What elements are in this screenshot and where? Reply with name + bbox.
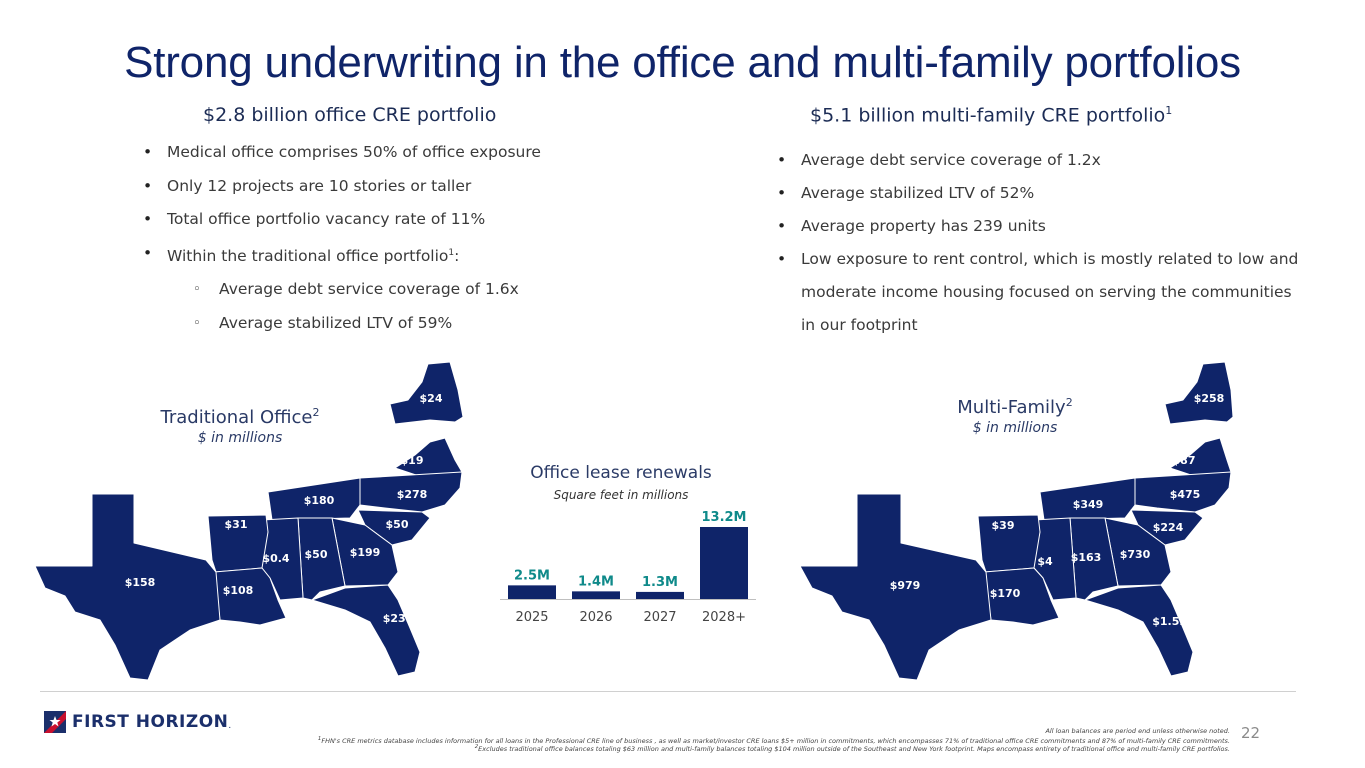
office-sub-bullet: ◦ Average stabilized LTV of 59% — [143, 307, 541, 341]
footnote-marker: 2 — [312, 406, 320, 419]
office-map-subtitle: $ in millions — [197, 430, 283, 446]
office-bullets — [143, 136, 541, 340]
state-value-ny: $24 — [419, 392, 443, 405]
bar-2026 — [572, 591, 620, 599]
office-bullet: • Total office portfolio vacancy rate of 11% — [143, 203, 541, 237]
office-bullet: • Medical office comprises 50% of office exposure — [143, 136, 541, 170]
logo-registered-mark: . — [228, 719, 232, 731]
office-map-title-text: Traditional Office — [160, 407, 313, 428]
page-number: 22 — [1241, 724, 1261, 742]
bar-value-label: 1.3M — [642, 574, 678, 590]
state-value-ga: $199 — [349, 546, 381, 559]
bar-value-label: 13.2M — [701, 510, 747, 525]
office-map — [30, 360, 470, 685]
bar-value-label: 1.4M — [578, 574, 614, 590]
multifamily-map-title-text: Multi-Family — [957, 397, 1066, 418]
state-fl — [1085, 585, 1193, 676]
bar-2027 — [636, 592, 684, 599]
state-value-ar: $31 — [224, 518, 248, 531]
footer-divider — [40, 691, 1296, 692]
multifamily-bullet-line: in our footprint — [801, 316, 918, 334]
state-value-tx: $158 — [124, 576, 156, 589]
state-value-va: $19 — [400, 454, 424, 467]
x-tick-label: 2025 — [515, 610, 549, 625]
state-value-la: $108 — [222, 584, 254, 597]
chart-title: Office lease renewals — [530, 463, 712, 483]
multifamily-bullet: • Average debt service coverage of 1.2x — [777, 144, 1298, 177]
footnote-marker: 1 — [317, 736, 322, 742]
state-value-tn: $349 — [1072, 498, 1104, 511]
footnote-balances: All loan balances are period end unless otherwise noted. — [1045, 727, 1230, 735]
chart-subtitle: Square feet in millions — [553, 488, 689, 502]
multifamily-bullet-line: moderate income housing focused on serving the communities — [801, 283, 1292, 301]
bar-2028+ — [700, 527, 748, 599]
lease-renewals-chart — [490, 495, 760, 635]
office-heading: $2.8 billion office CRE portfolio — [203, 104, 497, 126]
company-logo — [44, 711, 231, 733]
footnote-marker: 2 — [474, 744, 479, 750]
state-value-ny: $258 — [1193, 392, 1225, 405]
bar-2025 — [508, 585, 556, 599]
state-value-fl: $1.5B — [1152, 615, 1188, 628]
footnote-1-text: FHN's CRE metrics database includes information for all loans in the Professional CRE line of business , as well as market/investor CRE loans $5+ million in commitments, which encompasses 71% of traditional office CRE commitments and 87% of multi-family CRE commitments. — [321, 737, 1230, 746]
bar-value-label: 2.5M — [514, 568, 550, 584]
footnote-2 — [475, 743, 1230, 754]
office-bullet: • Only 12 projects are 10 stories or taller — [143, 170, 541, 204]
multifamily-heading-text: $5.1 billion multi-family CRE portfolio — [810, 104, 1166, 127]
office-bullet — [143, 237, 541, 274]
state-value-ms: $4 — [1037, 555, 1053, 568]
state-value-nc: $278 — [396, 488, 428, 501]
office-sub-bullet: ◦ Average debt service coverage of 1.6x — [143, 273, 541, 307]
footnote-marker: 2 — [1065, 396, 1073, 409]
state-value-sc: $50 — [385, 518, 409, 531]
multifamily-bullet: • Average stabilized LTV of 52% — [777, 177, 1298, 210]
footnote-marker: 1 — [1165, 104, 1173, 117]
state-value-ga: $730 — [1119, 548, 1151, 561]
page-title: Strong underwriting in the office and multi-family portfolios — [124, 38, 1241, 87]
state-value-sc: $224 — [1152, 521, 1184, 534]
office-bullet-suffix: : — [454, 246, 460, 265]
state-value-fl: $231 — [382, 612, 414, 625]
logo-text: FIRST HORIZON — [72, 712, 229, 732]
state-value-ms: $0.4 — [262, 552, 290, 565]
multifamily-bullet-line: Low exposure to rent control, which is mostly related to low and — [801, 250, 1299, 268]
office-bullet-text: Within the traditional office portfolio — [167, 246, 449, 265]
state-value-ar: $39 — [991, 519, 1015, 532]
state-value-la: $170 — [989, 587, 1021, 600]
multifamily-map-subtitle: $ in millions — [972, 420, 1058, 436]
state-fl — [312, 585, 420, 676]
state-value-tn: $180 — [303, 494, 335, 507]
state-value-va: $87 — [1172, 454, 1196, 467]
multifamily-map — [795, 360, 1235, 685]
state-value-tx: $979 — [889, 579, 921, 592]
multifamily-heading — [810, 104, 1172, 126]
state-value-nc: $475 — [1169, 488, 1201, 501]
x-tick-label: 2027 — [643, 610, 677, 625]
footnote-marker: 1 — [448, 247, 455, 258]
footnote-2-text: Excludes traditional office balances totaling $63 million and multi-family balances totaling $104 million outside of the Southeast and New York footprint. Maps encompass entirety of traditional office and multi-family CRE portfolios. — [478, 745, 1230, 754]
state-value-al: $50 — [304, 548, 328, 561]
multifamily-bullet — [777, 243, 1298, 342]
x-tick-label: 2026 — [579, 610, 613, 625]
multifamily-bullets — [777, 144, 1298, 342]
x-tick-label: 2028+ — [702, 610, 746, 625]
state-value-al: $163 — [1070, 551, 1102, 564]
logo-mark-icon — [44, 711, 66, 733]
multifamily-bullet: • Average property has 239 units — [777, 210, 1298, 243]
